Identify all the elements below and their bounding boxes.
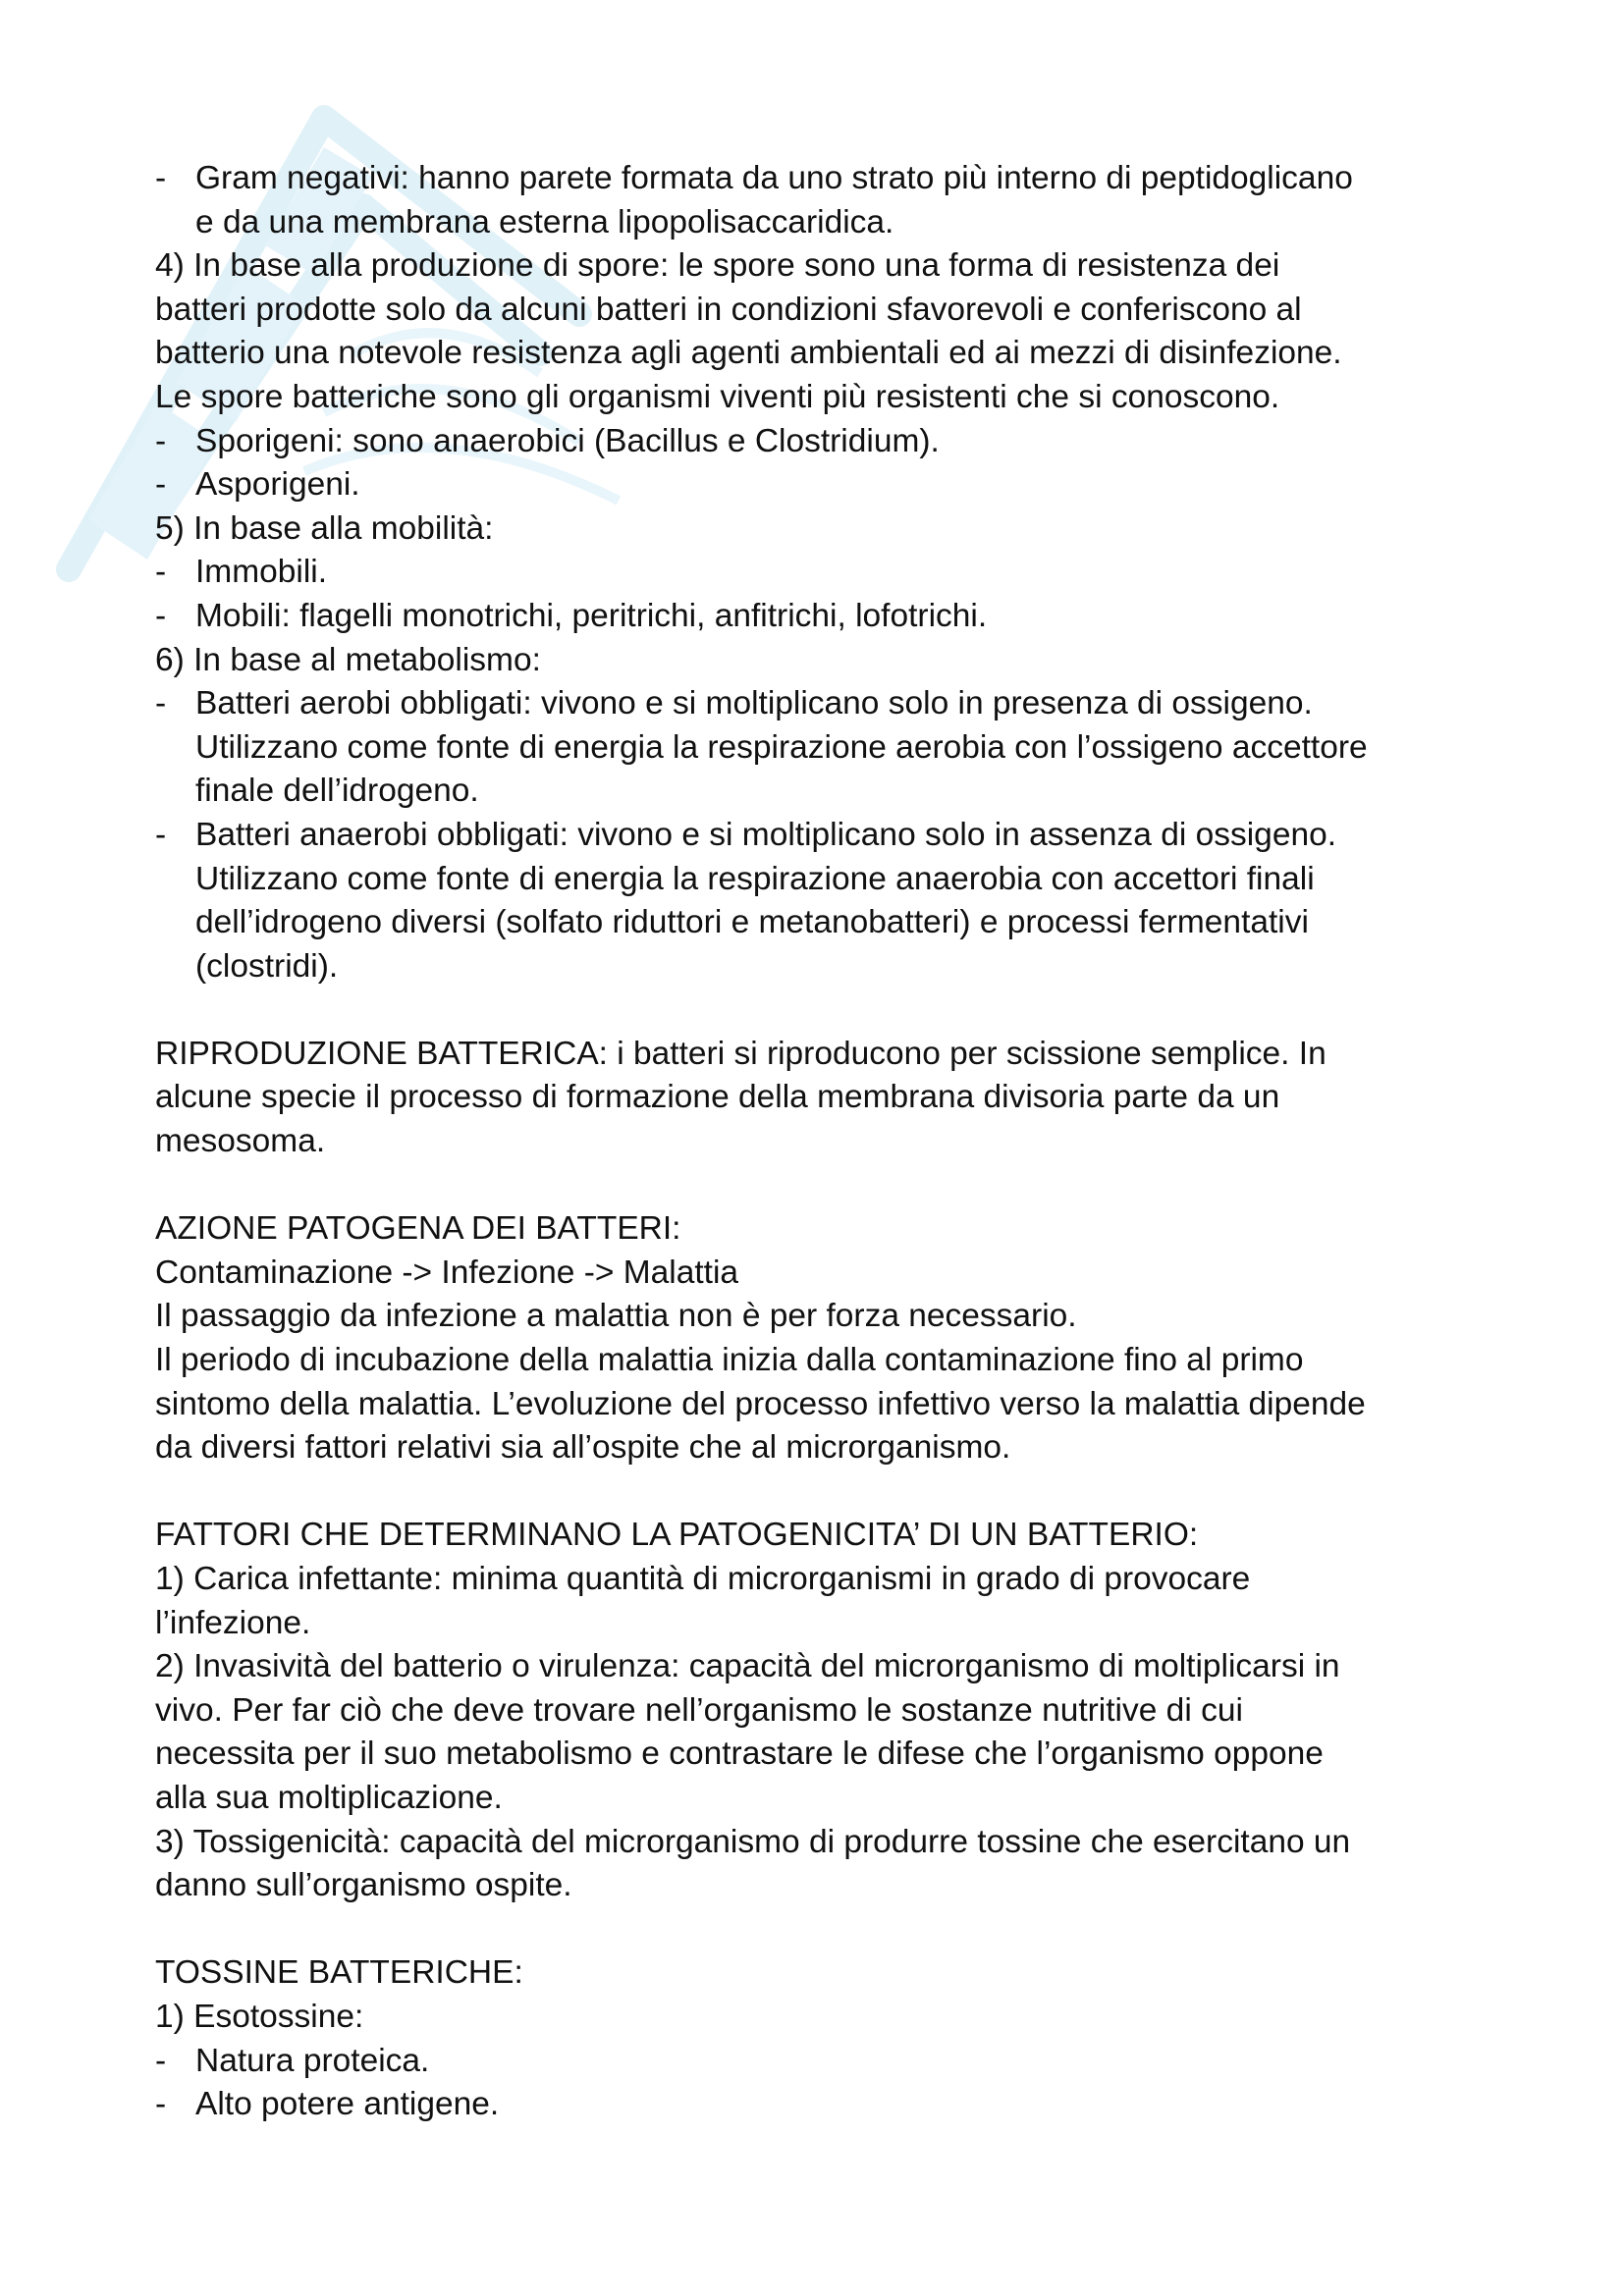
paragraph-line: 2) Invasività del batterio o virulenza: capacità del microrganismo di moltiplicarsi in <box>155 1648 1340 1685</box>
bullet-aerobi: - Batteri aerobi obbligati: vivono e si moltiplicano solo in presenza di ossigeno. <box>155 682 1490 726</box>
bullet-immobili: - Immobili. <box>155 551 1490 595</box>
section-title-tossine: TOSSINE BATTERICHE: <box>155 1954 523 1992</box>
bullet-dash: - <box>155 466 167 504</box>
spacer <box>155 988 1490 1033</box>
bullet-sporigeni: - Sporigeni: sono anaerobici (Bacillus e Clostridium). <box>155 420 1490 464</box>
bullet-dash: - <box>155 160 167 196</box>
bullet-dash: - <box>155 554 167 591</box>
paragraph-line: alcune specie il processo di formazione della membrana divisoria parte da un <box>155 1079 1280 1116</box>
section-title-fattori: FATTORI CHE DETERMINANO LA PATOGENICITA’ DI UN BATTERIO: <box>155 1517 1199 1554</box>
paragraph-line: danno sull’organismo ospite. <box>155 1867 572 1904</box>
section-riproduzione: RIPRODUZIONE BATTERICA: i batteri si riproducono per scissione semplice. In <box>155 1035 1326 1072</box>
paragraph-line: Le spore batteriche sono gli organismi viventi più resistenti che si conoscono. <box>155 378 1280 415</box>
paragraph-line: mesosoma. <box>155 1123 326 1160</box>
paragraph-line: alla sua moltiplicazione. <box>155 1779 503 1816</box>
bullet-natura-proteica: - Natura proteica. <box>155 2040 1490 2084</box>
document-page <box>155 157 1490 2127</box>
bullet-dash: - <box>155 685 167 722</box>
paragraph-line: batterio una notevole resistenza agli agenti ambientali ed ai mezzi di disinfezione. <box>155 335 1342 372</box>
bullet-continuation: Utilizzano come fonte di energia la respirazione anaerobia con accettori finali <box>195 860 1315 897</box>
bullet-continuation: (clostridi). <box>195 947 339 985</box>
section-title-azione: AZIONE PATOGENA DEI BATTERI: <box>155 1210 681 1248</box>
bullet-dash: - <box>155 597 167 634</box>
bullet-asporigeni: - Asporigeni. <box>155 463 1490 507</box>
paragraph-line: Contaminazione -> Infezione -> Malattia <box>155 1254 739 1291</box>
bullet-anaerobi: - Batteri anaerobi obbligati: vivono e si moltiplicano solo in assenza di ossigeno. <box>155 814 1490 858</box>
paragraph-line: 4) In base alla produzione di spore: le spore sono una forma di resistenza dei <box>155 247 1280 285</box>
paragraph-line: l’infezione. <box>155 1604 311 1641</box>
paragraph-line: da diversi fattori relativi sia all’ospite che al microrganismo. <box>155 1429 1011 1467</box>
paragraph-line: 3) Tossigenicità: capacità del microrganismo di produrre tossine che esercitano un <box>155 1823 1351 1860</box>
paragraph-line: necessita per il suo metabolismo e contrastare le difese che l’organismo oppone <box>155 1735 1324 1773</box>
paragraph-line: 1) Carica infettante: minima quantità di microrganismi in grado di provocare <box>155 1561 1251 1597</box>
paragraph-line: Il periodo di incubazione della malattia inizia dalla contaminazione fino al primo <box>155 1342 1304 1379</box>
bullet-continuation: finale dell’idrogeno. <box>195 773 479 810</box>
paragraph-line: 5) In base alla mobilità: <box>155 509 494 547</box>
bullet-dash: - <box>155 2086 167 2123</box>
bullet-dash: - <box>155 816 167 853</box>
bullet-continuation: Utilizzano come fonte di energia la respirazione aerobia con l’ossigeno accettore <box>195 728 1368 766</box>
paragraph-line: 6) In base al metabolismo: <box>155 641 541 678</box>
bullet-gram-negativi: - Gram negativi: hanno parete formata da uno strato più interno di peptidoglicano <box>155 157 1490 201</box>
bullet-alto-potere: - Alto potere antigene. <box>155 2083 1490 2127</box>
paragraph-line: vivo. Per far ciò che deve trovare nell’organismo le sostanze nutritive di cui <box>155 1691 1243 1729</box>
paragraph-line: batteri prodotte solo da alcuni batteri in condizioni sfavorevoli e conferiscono al <box>155 291 1302 328</box>
bullet-continuation: e da una membrana esterna lipopolisaccaridica. <box>195 203 894 240</box>
paragraph-line: Il passaggio da infezione a malattia non è per forza necessario. <box>155 1298 1077 1335</box>
bullet-dash: - <box>155 2042 167 2079</box>
spacer <box>155 1908 1490 1952</box>
spacer <box>155 1470 1490 1515</box>
spacer <box>155 1164 1490 1208</box>
bullet-dash: - <box>155 422 167 459</box>
paragraph-line: sintomo della malattia. L’evoluzione del processo infettivo verso la malattia dipende <box>155 1385 1366 1422</box>
bullet-continuation: dell’idrogeno diversi (solfato riduttori e metanobatteri) e processi fermentativi <box>195 904 1309 941</box>
bullet-mobili: - Mobili: flagelli monotrichi, peritrichi, anfitrichi, lofotrichi. <box>155 595 1490 639</box>
paragraph-line: 1) Esotossine: <box>155 1998 364 2035</box>
